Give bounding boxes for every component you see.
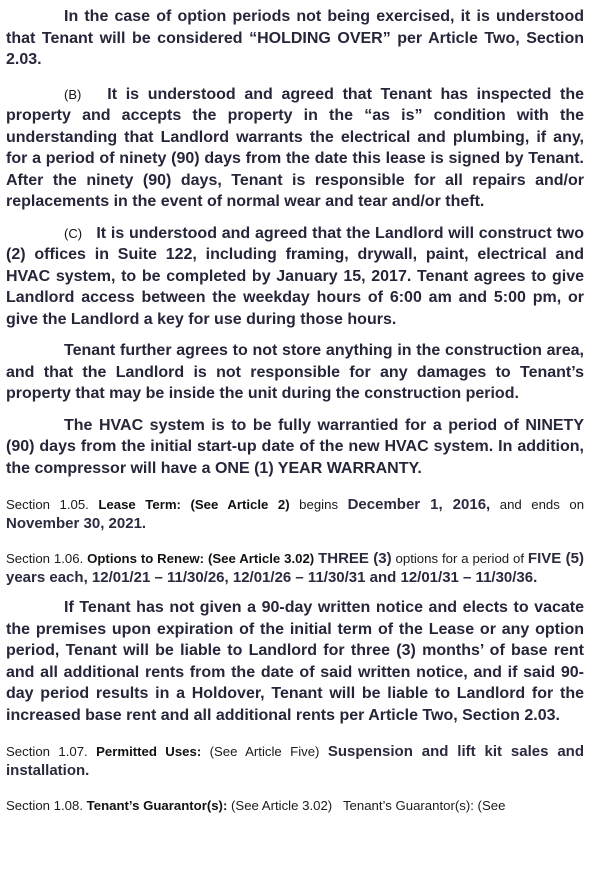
section-1-06-option-periods: FIVE (5) years each, 12/01/21 – 11/30/26, 12/01/26 – 11/30/31 and 12/01/31 – 11/30/36. [6, 550, 584, 586]
paragraph-c-label: (C) [64, 225, 83, 241]
paragraph-b-text: It is understood and agreed that Tenant has inspected the property and accepts the property in the “as is” condition with the understanding that Landlord warrants the electrical and plumbing, if any, for a period of ninety (90) days from the date this lease is signed by Tenant. After the ninety (90) days, Tenant is responsible for all repairs and/or replacements in the event of normal wear and tear and/or theft. [6, 85, 584, 210]
section-1-08 [6, 796, 584, 815]
section-1-07 [6, 742, 584, 780]
section-1-05-start-date: December 1, 2016, [347, 496, 491, 513]
section-1-06-option-count: THREE (3) [318, 550, 392, 567]
section-1-06 [6, 549, 584, 587]
notice-paragraph: If Tenant has not given a 90-day written notice and elects to vacate the premises upon expiration of the initial term of the Lease or any option period, Tenant will be liable to Landlord for three (3) months’ of base rent and all additional rents from the date of said written notice, and if said 90-day period results in a Holdover, Tenant will be liable to Landlord for the increased base rent and all additional rents per Article Two, Section 2.03. [6, 599, 584, 724]
section-1-08-heading: Tenant’s Guarantor(s): [86, 798, 228, 813]
paragraph-b-label: (B) [64, 86, 82, 102]
holding-over-paragraph: In the case of option periods not being exercised, it is understood that Tenant will be considered “HOLDING OVER” per Article Two, Section 2.03. [6, 8, 584, 68]
section-1-08-reference: (See Article 3.02) [231, 798, 333, 813]
section-1-05 [6, 495, 584, 533]
section-1-05-end-date: November 30, 2021. [6, 515, 147, 532]
section-1-07-heading: Permitted Uses: [96, 744, 202, 759]
hvac-paragraph: The HVAC system is to be fully warrantied for a period of NINETY (90) days from the initial start-up date of the new HVAC system. In addition, the compressor will have a ONE (1) YEAR WARRANTY. [6, 416, 584, 477]
section-1-05-heading: Lease Term: (See Article 2) [98, 497, 290, 512]
construction-paragraph: Tenant further agrees to not store anything in the construction area, and that the Landlord is not responsible for any damages to Tenant’s property that may be inside the unit during the construction period. [6, 342, 584, 402]
section-1-05-text-begins: begins [299, 497, 339, 512]
section-1-06-text: options for a period of [395, 551, 525, 566]
section-1-07-number: Section 1.07. [6, 744, 88, 759]
paragraph-c [6, 223, 584, 331]
section-1-06-heading: Options to Renew: (See Article 3.02) [87, 551, 315, 566]
section-1-05-number: Section 1.05. [6, 497, 89, 512]
section-1-07-reference: (See Article Five) [209, 744, 320, 759]
section-1-08-number: Section 1.08. [6, 798, 83, 813]
paragraph-b [6, 84, 584, 213]
section-1-08-continued: Tenant’s Guarantor(s): (See [342, 798, 506, 813]
paragraph-c-text: It is understood and agreed that the Landlord will construct two (2) offices in Suite 122, including framing, drywall, paint, electrical and HVAC system, to be completed by January 15, 2017. Tenant agrees to give Landlord access between the weekday hours of 6:00 am and 5:00 pm, or give the Landlord a key for use during those hours. [6, 224, 584, 328]
section-1-05-text-ends: and ends on [499, 497, 585, 512]
section-1-07-uses: Suspension and lift kit sales and installation. [6, 743, 584, 779]
section-1-06-number: Section 1.06. [6, 551, 84, 566]
